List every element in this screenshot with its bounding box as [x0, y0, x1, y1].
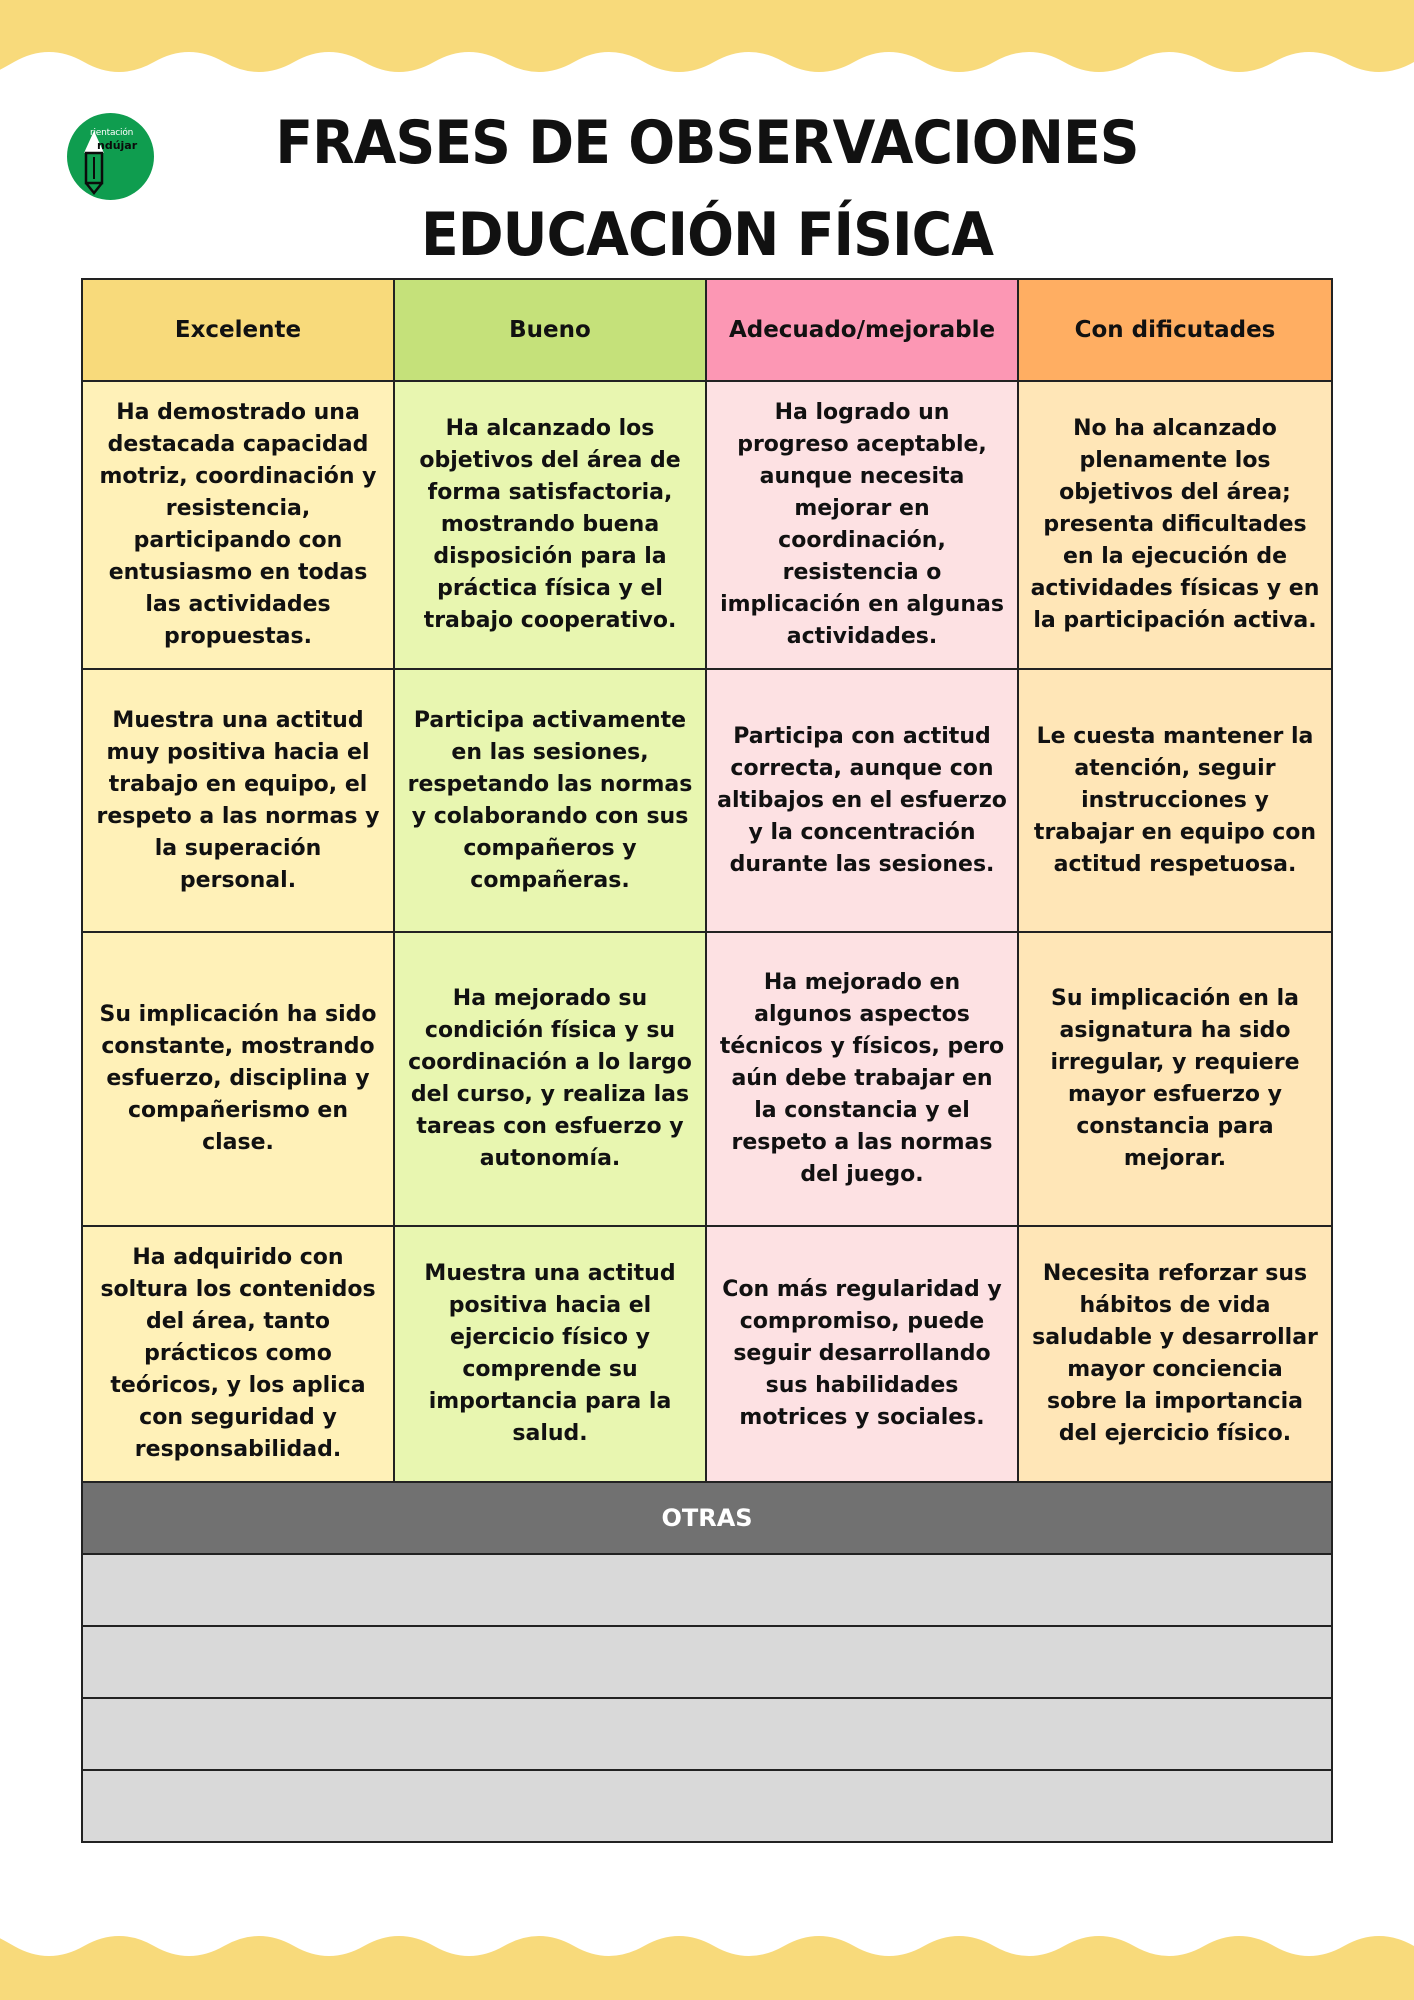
table-cell: Participa con actitud correcta, aunque con altibajos en el esfuerzo y la concentración durante las sesiones.	[707, 670, 1019, 933]
blank-row[interactable]	[83, 1627, 1331, 1699]
table-cell: Ha alcanzado los objetivos del área de forma satisfactoria, mostrando buena disposición para la práctica física y el trabajo cooperativo.	[395, 382, 707, 670]
page-title-line-2: EDUCACIÓN FÍSICA	[420, 200, 994, 270]
table-row	[83, 382, 1331, 670]
table-row	[83, 670, 1331, 933]
header-adecuado-mejorable: Adecuado/mejorable	[707, 280, 1019, 382]
table-cell: Ha mejorado en algunos aspectos técnicos y físicos, pero aún debe trabajar en la constancia y el respeto a las normas del juego.	[707, 933, 1019, 1227]
table-cell: Su implicación ha sido constante, mostrando esfuerzo, disciplina y compañerismo en clase.	[83, 933, 395, 1227]
header-bueno: Bueno	[395, 280, 707, 382]
table-cell: No ha alcanzado plenamente los objetivos del área; presenta dificultades en la ejecución de actividades físicas y en la participación activa.	[1019, 382, 1331, 670]
logo-text-top: rientación	[90, 128, 134, 138]
table-row	[83, 1227, 1331, 1483]
logo-text-bottom: ndújar	[97, 139, 138, 152]
table-cell: Muestra una actitud muy positiva hacia el trabajo en equipo, el respeto a las normas y la superación personal.	[83, 670, 395, 933]
table-row	[83, 933, 1331, 1227]
top-wave-decoration	[0, 0, 1414, 80]
table-cell: Su implicación en la asignatura ha sido irregular, y requiere mayor esfuerzo y constancia para mejorar.	[1019, 933, 1331, 1227]
blank-row[interactable]	[83, 1555, 1331, 1627]
observations-table	[81, 278, 1333, 1843]
table-cell: Ha demostrado una destacada capacidad motriz, coordinación y resistencia, participando con entusiasmo en todas las actividades propuestas.	[83, 382, 395, 670]
blank-row[interactable]	[83, 1771, 1331, 1841]
table-cell: Ha logrado un progreso aceptable, aunque necesita mejorar en coordinación, resistencia o implicación en algunas actividades.	[707, 382, 1019, 670]
header-con-dificultades: Con dificutades	[1019, 280, 1331, 382]
table-cell: Con más regularidad y compromiso, puede seguir desarrollando sus habilidades motrices y sociales.	[707, 1227, 1019, 1483]
otras-section-header: OTRAS	[83, 1483, 1331, 1555]
table-cell: Ha adquirido con soltura los contenidos del área, tanto prácticos como teóricos, y los aplica con seguridad y responsabilidad.	[83, 1227, 395, 1483]
table-header-row	[83, 280, 1331, 382]
table-cell: Ha mejorado su condición física y su coordinación a lo largo del curso, y realiza las tareas con esfuerzo y autonomía.	[395, 933, 707, 1227]
table-cell: Muestra una actitud positiva hacia el ejercicio físico y comprende su importancia para la salud.	[395, 1227, 707, 1483]
table-cell: Le cuesta mantener la atención, seguir instrucciones y trabajar en equipo con actitud respetuosa.	[1019, 670, 1331, 933]
blank-row[interactable]	[83, 1699, 1331, 1771]
header-excelente: Excelente	[83, 280, 395, 382]
table-cell: Participa activamente en las sesiones, respetando las normas y colaborando con sus compañeros y compañeras.	[395, 670, 707, 933]
bottom-wave-decoration	[0, 1930, 1414, 2000]
table-cell: Necesita reforzar sus hábitos de vida saludable y desarrollar mayor conciencia sobre la importancia del ejercicio físico.	[1019, 1227, 1331, 1483]
page-title-line-1: FRASES DE OBSERVACIONES	[275, 108, 1139, 178]
